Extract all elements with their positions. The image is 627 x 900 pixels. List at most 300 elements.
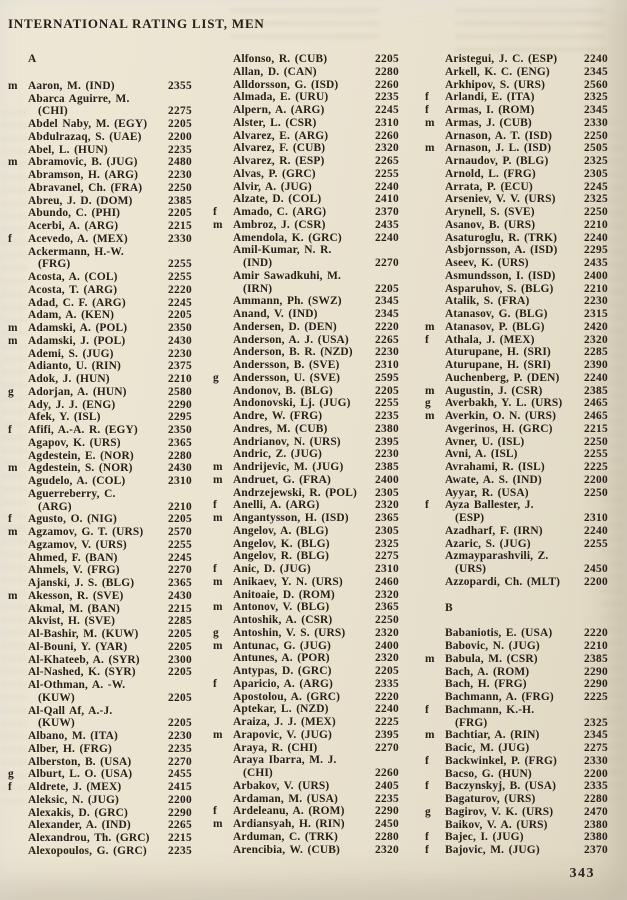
rating-entry: [425, 653, 608, 666]
player-name: Angelov, A. (BLG): [233, 524, 329, 537]
player-name: Alvarez, E. (ARG): [233, 129, 329, 142]
player-rating: 2215: [168, 602, 192, 615]
player-rating: 2255: [168, 538, 192, 551]
entry-body: [445, 270, 608, 283]
player-name: Amil-Kumar, N. R.: [233, 244, 332, 257]
player-name: Andrianov, N. (URS): [233, 435, 341, 448]
player-rating: 2235: [375, 792, 399, 805]
rating-entry: [8, 118, 192, 131]
player-rating: 2385: [584, 652, 608, 665]
entry-body: [233, 232, 399, 245]
player-name: Ardaman, M. (USA): [233, 792, 338, 805]
player-name: Arduman, C. (TRK): [233, 830, 338, 843]
player-rating: 2235: [375, 91, 399, 104]
player-rating: 2325: [584, 155, 608, 167]
rating-entry: [8, 309, 192, 322]
fide-title: m: [213, 473, 223, 486]
entry-body: [233, 780, 399, 793]
entry-body: [233, 142, 399, 155]
entry-body: [445, 461, 608, 474]
player-rating: 2235: [168, 844, 192, 857]
player-rating: 2465: [584, 410, 608, 422]
player-rating: 2245: [584, 180, 608, 193]
entry-body: [28, 845, 192, 858]
rating-column-3: [425, 53, 608, 857]
entry-body: [445, 372, 608, 385]
player-name: Alzate, D. (COL): [233, 193, 322, 206]
rating-entry: [8, 654, 192, 667]
entry-body: [28, 220, 192, 233]
fide-title: g: [425, 805, 431, 818]
rating-entry: [425, 79, 608, 92]
entry-body: [233, 410, 399, 423]
player-name-continuation: (CHI): [243, 767, 273, 779]
rating-entry: [425, 640, 608, 653]
player-rating: 2350: [168, 322, 192, 334]
player-name: Bach, A. (ROM): [445, 665, 530, 678]
player-rating: 2310: [375, 563, 399, 575]
player-name: Apostolou, A. (GRC): [233, 690, 341, 703]
player-name: Agdestein, S. (NOR): [28, 462, 133, 475]
player-name: Asaturoglu, R. (TRK): [445, 231, 558, 244]
player-name: Albano, M. (ITA): [28, 730, 118, 742]
entry-body: [233, 805, 399, 818]
rating-entry: [8, 794, 192, 807]
player-rating: 2270: [375, 257, 399, 269]
player-name: Acosta, A. (COL): [28, 271, 118, 283]
player-rating: 2260: [375, 129, 399, 142]
entry-body: [28, 794, 192, 807]
rating-entry: [8, 360, 192, 373]
entry-body: [28, 577, 192, 590]
entry-body: [445, 755, 608, 768]
player-rating: 2230: [375, 448, 399, 461]
entry-body: [445, 844, 608, 857]
player-rating: 2400: [375, 473, 399, 486]
player-name: Ady, J. J. (ENG): [28, 398, 116, 411]
rating-entry: [8, 169, 192, 182]
entry-body: [445, 410, 608, 423]
player-name: Anic, D. (JUG): [233, 563, 311, 575]
player-rating: 2210: [584, 282, 608, 295]
rating-entry: [8, 207, 192, 220]
player-name: Bagaturov, (URS): [445, 793, 536, 805]
player-rating: 2560: [584, 78, 608, 91]
player-name: Azmayparashvili, Z.: [445, 550, 549, 563]
player-name: Ardeleanu, A. (ROM): [233, 805, 345, 818]
fide-title: m: [425, 729, 435, 742]
player-rating: 2220: [584, 627, 608, 640]
rating-entry: [8, 819, 192, 832]
player-rating: 2395: [375, 435, 399, 448]
fide-title: m: [8, 462, 18, 475]
fide-title: m: [213, 218, 223, 231]
player-rating: 2200: [168, 130, 192, 143]
section-letter: B: [445, 601, 454, 614]
player-rating: 2205: [168, 666, 192, 679]
player-rating: 2365: [375, 601, 399, 614]
fide-title: m: [213, 639, 223, 652]
player-name: Antoshin, V. S. (URS): [233, 626, 346, 639]
entry-body: [28, 309, 192, 322]
entry-body: [233, 652, 399, 665]
player-rating: 2290: [584, 678, 608, 691]
rating-entry: [213, 576, 399, 589]
player-name: Asparuhov, S. (BLG): [445, 282, 554, 295]
fide-title: m: [213, 601, 223, 614]
player-rating: 2255: [168, 271, 192, 283]
player-name: Ademi, S. (JUG): [28, 347, 114, 360]
rating-entry: [425, 283, 608, 296]
player-rating: 2385: [375, 461, 399, 473]
player-name: Armas, I. (ROM): [445, 104, 535, 116]
entry-body: [233, 244, 399, 270]
player-name: Abdulrazaq, S. (UAE): [28, 130, 142, 143]
player-rating: 2310: [375, 116, 399, 129]
rating-entry: [8, 246, 192, 272]
entry-body: [233, 703, 399, 716]
entry-body: [28, 411, 192, 424]
player-name: Adamski, J. (POL): [28, 334, 126, 347]
rating-entry: [213, 397, 399, 410]
rating-entry: [213, 499, 399, 512]
rating-entry: [8, 513, 192, 526]
player-rating: 2320: [584, 333, 608, 346]
entry-body: [28, 233, 192, 246]
player-rating: 2230: [168, 347, 192, 360]
rating-entry: [213, 244, 399, 270]
rating-entry: [213, 91, 399, 104]
entry-body: [233, 844, 399, 857]
entry-body: [28, 207, 192, 220]
player-name: Averkin, O. N. (URS): [445, 410, 557, 422]
rating-entry: [213, 780, 399, 793]
entry-body: [233, 563, 399, 576]
player-rating: 2205: [168, 207, 192, 220]
fide-title: f: [425, 703, 429, 716]
fide-title: m: [213, 575, 223, 588]
entry-body: [233, 308, 399, 321]
player-rating: 2325: [584, 91, 608, 104]
rating-entry: [425, 755, 608, 768]
player-name: Aturupane, H. (SRI): [445, 346, 551, 359]
entry-body: [28, 819, 192, 832]
rating-entry: [8, 628, 192, 641]
rating-entry: [213, 754, 399, 780]
entry-body: [233, 640, 399, 653]
player-rating: 2320: [375, 652, 399, 665]
player-name: Bachtiar, A. (RIN): [445, 729, 540, 742]
rating-entry: [8, 411, 192, 424]
entry-body: [445, 819, 608, 832]
player-rating: 2305: [584, 167, 608, 180]
entry-body: [28, 781, 192, 794]
player-name: Arrata, P. (ECU): [445, 180, 533, 193]
player-name: Anelli, A. (ARG): [233, 499, 320, 512]
entry-body: [28, 169, 192, 182]
player-rating: 2410: [375, 193, 399, 206]
rating-entry: [213, 206, 399, 219]
entry-body: [233, 130, 399, 143]
rating-entry: [425, 91, 608, 104]
rating-entry: [213, 678, 399, 691]
rating-entry: [8, 322, 192, 335]
player-rating: 2465: [584, 397, 608, 410]
player-rating: 2215: [168, 220, 192, 232]
entry-body: [445, 831, 608, 844]
fide-title: f: [8, 232, 12, 245]
entry-body: [28, 399, 192, 412]
player-name: Alvarez, F. (CUB): [233, 142, 326, 155]
player-rating: 2280: [584, 793, 608, 805]
rating-entry: [8, 450, 192, 463]
player-name: Alexandrou, Th. (GRC): [28, 832, 150, 844]
player-rating: 2405: [375, 779, 399, 792]
player-name: Akmal, M. (BAN): [28, 602, 120, 615]
player-name: Aleksic, N. (JUG): [28, 793, 119, 806]
player-rating: 2280: [168, 449, 192, 462]
player-rating: 2310: [375, 359, 399, 371]
player-rating: 2305: [375, 524, 399, 537]
entry-body: [445, 142, 608, 155]
entry-body: [445, 806, 608, 819]
player-rating: 2205: [375, 282, 399, 295]
entry-body: [445, 678, 608, 691]
entry-body: [233, 499, 399, 512]
player-name: Angelov, K. (BLG): [233, 537, 330, 550]
rating-entry: [425, 257, 608, 270]
player-rating: 2220: [168, 283, 192, 296]
player-name: Ahmels, V. (FRG): [28, 564, 120, 577]
fide-title: m: [213, 818, 223, 830]
rating-entry: [213, 168, 399, 181]
player-rating: 2460: [375, 575, 399, 588]
rating-entry: [8, 552, 192, 565]
player-rating: 2205: [168, 717, 192, 730]
player-rating: 2265: [375, 155, 399, 167]
player-name: Anderson, A. J. (USA): [233, 333, 349, 346]
entry-body: [445, 793, 608, 806]
fide-title: f: [425, 91, 429, 104]
rating-entry: [8, 577, 192, 590]
entry-body: [28, 437, 192, 450]
rating-entry: [213, 410, 399, 423]
entry-body: [445, 155, 608, 168]
entry-body: [28, 526, 192, 539]
player-rating: 2250: [584, 206, 608, 218]
rating-entry: [425, 410, 608, 423]
rating-entry: [213, 818, 399, 831]
rating-entry: [8, 615, 192, 628]
player-name: Athala, J. (MEX): [445, 333, 535, 346]
rating-entry: [213, 53, 399, 66]
rating-entry: [8, 271, 192, 284]
player-rating: 2205: [375, 665, 399, 677]
player-rating: 2240: [584, 371, 608, 384]
entry-body: [445, 308, 608, 321]
player-name-continuation: (CHI): [38, 105, 68, 118]
rating-entry: [8, 437, 192, 450]
player-name: Abravanel, Ch. (FRA): [28, 181, 143, 194]
player-rating: 2255: [168, 258, 192, 271]
player-rating: 2230: [375, 346, 399, 359]
page-title: INTERNATIONAL RATING LIST, MEN: [8, 16, 265, 31]
rating-entry: [425, 780, 608, 793]
player-rating: 2325: [584, 716, 608, 729]
player-rating: 2370: [375, 206, 399, 218]
entry-body: [445, 244, 608, 257]
player-rating: 2450: [375, 818, 399, 830]
rating-entry: [425, 678, 608, 691]
player-name: Alldorsson, G. (ISD): [233, 78, 339, 91]
player-rating: 2230: [168, 169, 192, 181]
rating-entry: [425, 53, 608, 66]
player-name: Amado, C. (ARG): [233, 206, 327, 218]
player-rating: 2240: [375, 231, 399, 244]
rating-entry: [8, 195, 192, 208]
player-name: Avni, A. (ISL): [445, 448, 518, 461]
entry-body: [28, 679, 192, 705]
player-rating: 2285: [584, 346, 608, 359]
rating-entry: [425, 168, 608, 181]
entry-body: [233, 512, 399, 525]
player-rating: 2310: [584, 512, 608, 524]
entry-body: [445, 359, 608, 372]
rating-entry: [8, 220, 192, 233]
rating-entry: [425, 206, 608, 219]
player-name: Azaric, S. (JUG): [445, 537, 531, 550]
player-name: Andersen, D. (DEN): [233, 320, 337, 333]
entry-body: [445, 232, 608, 245]
fide-title: m: [213, 461, 223, 473]
player-rating: 2290: [168, 806, 192, 819]
rating-entry: [213, 117, 399, 130]
entry-body: [233, 79, 399, 92]
player-rating: 2240: [584, 53, 608, 65]
rating-entry: [213, 665, 399, 678]
entry-body: [233, 321, 399, 334]
fide-title: f: [213, 805, 217, 818]
entry-body: [28, 768, 192, 781]
player-name: Bachmann, A. (FRG): [445, 691, 554, 703]
player-name-continuation: (FRG): [38, 258, 71, 271]
entry-body: [28, 628, 192, 641]
rating-entry: [213, 601, 399, 614]
entry-body: [28, 705, 192, 731]
player-rating: 2230: [584, 295, 608, 308]
player-name: Abarca Aguirre, M.: [28, 92, 130, 105]
player-rating: 2430: [168, 462, 192, 475]
rating-entry: [8, 590, 192, 603]
entry-body: [28, 360, 192, 373]
rating-entry: [213, 793, 399, 806]
entry-body: [233, 270, 399, 296]
entry-body: [445, 525, 608, 538]
rating-entry: [425, 142, 608, 155]
rating-entry: [213, 295, 399, 308]
player-rating: 2345: [375, 295, 399, 308]
rating-entry: [425, 436, 608, 449]
entry-body: [445, 321, 608, 334]
player-rating: 2380: [584, 818, 608, 831]
player-rating: 2370: [584, 844, 608, 856]
player-rating: 2205: [375, 53, 399, 65]
rating-entry: [213, 487, 399, 500]
player-name: Al-Bouni, Y. (YAR): [28, 640, 128, 653]
rating-entry: [8, 156, 192, 169]
player-rating: 2265: [168, 819, 192, 832]
rating-entry: [8, 233, 192, 246]
rating-entry: [213, 703, 399, 716]
rating-entry: [425, 768, 608, 781]
fide-title: f: [425, 754, 429, 767]
entry-body: [233, 665, 399, 678]
player-name: Aldrete, J. (MEX): [28, 781, 122, 793]
rating-entry: [425, 295, 608, 308]
rating-entry: [425, 461, 608, 474]
player-name: Allan, D. (CAN): [233, 65, 317, 78]
rating-entry: [425, 423, 608, 436]
player-rating: 2365: [375, 512, 399, 524]
entry-body: [445, 168, 608, 181]
player-rating: 2275: [168, 105, 192, 118]
player-name: Aaron, M. (IND): [28, 79, 115, 92]
entry-body: [445, 666, 608, 679]
rating-entry: [425, 244, 608, 257]
player-rating: 2470: [584, 805, 608, 818]
player-name: Amir Sawadkuhi, M.: [233, 269, 342, 282]
player-rating: 2330: [584, 116, 608, 129]
rating-entry: [425, 844, 608, 857]
rating-entry: [425, 385, 608, 398]
player-rating: 2205: [168, 640, 192, 653]
entry-body: [28, 488, 192, 514]
entry-body: [445, 487, 608, 500]
rating-entry: [425, 831, 608, 844]
player-name: Akvist, H. (SVE): [28, 615, 116, 628]
fide-title: g: [8, 768, 14, 781]
rating-entry: [425, 704, 608, 730]
entry-body: [28, 373, 192, 386]
entry-body: [233, 423, 399, 436]
player-name: Agzamov, V. (URS): [28, 538, 127, 551]
player-name: Anderson, B. R. (NZD): [233, 346, 353, 359]
rating-entry: [213, 372, 399, 385]
player-name: Ackermann, H.-W.: [28, 245, 124, 258]
entry-body: [445, 474, 608, 487]
player-name: Arynell, S. (SVE): [445, 206, 535, 218]
player-rating: 2325: [375, 537, 399, 550]
entry-body: [233, 448, 399, 461]
entry-body: [445, 206, 608, 219]
player-name: Abramson, H. (ARG): [28, 169, 139, 181]
entry-body: [445, 423, 608, 436]
player-name: Abel, L. (HUN): [28, 143, 108, 156]
player-rating: 2335: [375, 677, 399, 690]
player-rating: 2280: [375, 65, 399, 78]
entry-body: [233, 831, 399, 844]
rating-entry: [213, 334, 399, 347]
player-rating: 2205: [168, 691, 192, 704]
entry-body: [28, 552, 192, 565]
entry-body: [445, 66, 608, 79]
entry-body: [445, 181, 608, 194]
rating-entry: [425, 219, 608, 232]
player-name: Arnaudov, P. (BLG): [445, 155, 549, 167]
player-rating: 2205: [168, 309, 192, 322]
rating-entry: [213, 321, 399, 334]
player-name: Ayyar, R. (USA): [445, 486, 529, 499]
